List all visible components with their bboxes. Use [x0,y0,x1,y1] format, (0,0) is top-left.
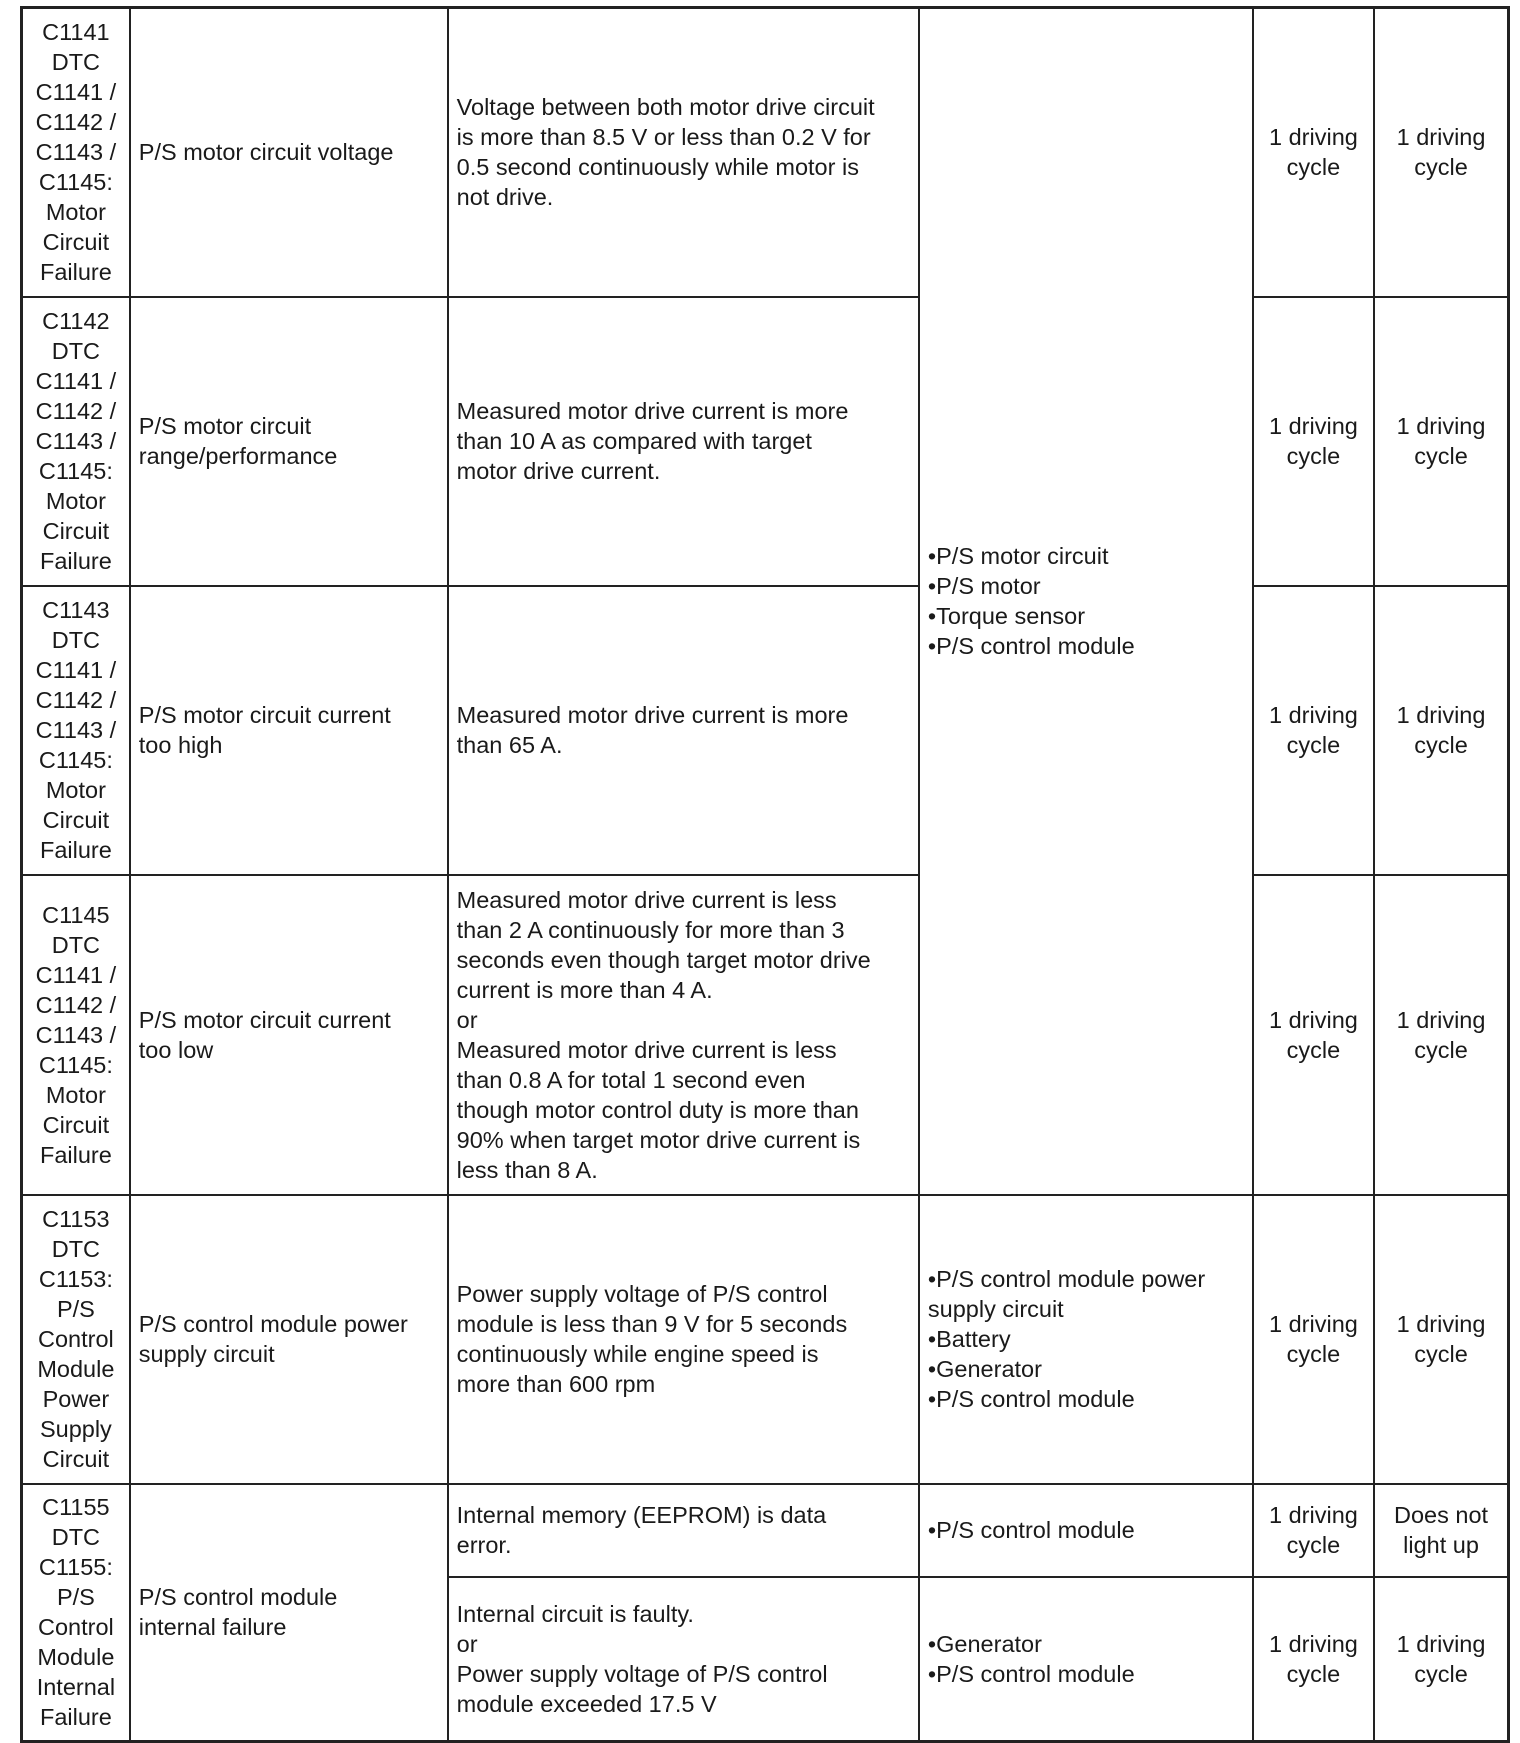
cell-line: Failure [39,259,112,286]
cell-line: Internal memory (EEPROM) is data [456,1502,827,1528]
table-row [22,1484,1509,1577]
cell-line: cycle [1414,732,1468,758]
mil-on-cell [1253,875,1374,1195]
cell-line: cycle [1414,1341,1468,1367]
dtc-cell [22,875,130,1195]
cell-line: C1145: [38,169,113,196]
cell-line: Measured motor drive current is less [456,1036,837,1063]
trouble-area-cell [919,8,1253,1195]
cell-line: Motor [45,1081,106,1108]
mil-off-cell [1374,1577,1508,1742]
cell-line: Module [37,1644,115,1671]
cell-line: • P/S control module [928,1384,1244,1414]
cell-line: C1143 [42,597,110,623]
dtc-cell [22,1484,130,1742]
trouble-area-cell [919,1484,1253,1577]
cell-line: Failure [39,1141,112,1168]
cell-line: DTC [51,338,101,364]
cell-line: motor drive current. [456,458,661,484]
cell-line: DTC [51,931,101,958]
cell-line: P/S motor circuit current [138,702,391,728]
cell-line: C1141 / [35,79,117,106]
cell-line: 1 driving [1396,702,1486,728]
cell-line: than 10 A as compared with target [456,428,812,454]
cell-line: cycle [1286,1532,1341,1558]
table-row [22,875,1509,1195]
detecting-condition-cell [448,1577,919,1742]
cell-line: 1 driving [1269,702,1358,728]
detecting-condition-cell [448,297,919,586]
cell-line: DTC [51,627,101,653]
cell-line: Circuit [42,807,110,833]
dtc-cell [22,1195,130,1484]
cell-line: 1 driving [1269,1502,1358,1528]
cell-line: C1143 / [35,717,117,743]
cell-line: or [456,1630,478,1657]
dtc-cell [22,586,130,875]
cell-line: not drive. [456,184,554,211]
cell-line: Power [42,1386,110,1412]
cell-line: supply circuit [138,1341,275,1367]
cell-line: 1 driving [1396,1311,1486,1337]
cell-line: C1155 [42,1494,110,1521]
cell-line: Measured motor drive current is more [456,398,849,424]
cell-line: • Battery [928,1324,1244,1354]
cell-line: less than 8 A. [456,1156,598,1183]
cell-line: DTC [51,1524,101,1551]
cell-line: P/S control module power [138,1311,408,1337]
detecting-condition-cell [448,8,919,297]
cell-line: • P/S control module [928,1515,1244,1545]
cell-line: cycle [1286,1341,1341,1367]
cell-line: module exceeded 17.5 V [456,1690,717,1717]
mil-off-cell [1374,297,1508,586]
cell-line: DTC [51,1236,101,1262]
mil-on-cell [1253,1484,1374,1577]
cell-line: P/S motor circuit current [138,1006,391,1033]
cell-line: P/S [56,1584,95,1611]
cell-line: C1142 / [35,398,117,424]
cell-line: cycle [1414,154,1468,181]
cell-line: 1 driving [1269,1630,1358,1657]
cell-line: Measured motor drive current is more [456,702,849,728]
cell-line: 90% when target motor drive current is [456,1126,861,1153]
cell-line: Internal circuit is faulty. [456,1600,694,1627]
cell-line: cycle [1414,1660,1468,1687]
cell-line: error. [456,1532,512,1558]
cell-line: • P/S control module [928,1659,1244,1689]
cell-line: C1141 [42,19,110,46]
cell-line: C1153: [38,1266,113,1292]
dtc-table [20,6,1510,1743]
cell-line: C1143 / [35,428,117,454]
cell-line: • Generator [928,1629,1244,1659]
cell-line: Motor [45,199,106,226]
detecting-item-cell [130,297,448,586]
cell-line: Circuit [42,1446,110,1472]
cell-line: Control [38,1326,114,1352]
detecting-item-cell [130,875,448,1195]
cell-line: supply circuit [927,1296,1064,1322]
cell-line: continuously while engine speed is [456,1341,819,1367]
cell-line: P/S motor circuit voltage [138,139,394,166]
detecting-item-cell [130,8,448,297]
detecting-item-cell [130,586,448,875]
detecting-condition-cell [448,875,919,1195]
cell-line: than 0.8 A for total 1 second even [456,1066,806,1093]
trouble-area-cell [919,1577,1253,1742]
cell-line: Failure [39,1704,112,1731]
table-row [22,586,1509,875]
cell-line: cycle [1286,1036,1341,1063]
table-row [22,297,1509,586]
cell-line: 1 driving [1396,413,1486,439]
cell-line: C1145: [38,458,113,484]
detecting-condition-cell [448,1195,919,1484]
cell-line: C1141 / [35,657,117,683]
cell-line: Power supply voltage of P/S control [456,1281,828,1307]
cell-line: C1142 / [35,109,117,136]
cell-line: C1143 / [35,139,117,166]
cell-line: C1141 / [35,368,117,394]
cell-line: Motor [45,488,106,514]
cell-line: P/S [56,1296,95,1322]
cell-line: than 2 A continuously for more than 3 [456,916,845,943]
trouble-area-cell [919,1195,1253,1484]
cell-line: cycle [1286,443,1341,469]
cell-line: Motor [45,777,106,803]
mil-off-cell [1374,8,1508,297]
cell-line: • P/S motor [928,571,1244,601]
mil-on-cell [1253,8,1374,297]
cell-line: cycle [1414,1036,1468,1063]
cell-line: Supply [39,1416,112,1442]
cell-line: Failure [39,837,112,863]
mil-off-cell [1374,875,1508,1195]
cell-line: P/S control module [138,1584,338,1611]
cell-line: cycle [1414,443,1468,469]
cell-line: seconds even though target motor drive [456,946,871,973]
cell-line: Control [38,1614,114,1641]
cell-line: C1145: [38,747,113,773]
cell-line: 1 driving [1396,1630,1486,1657]
cell-line: cycle [1286,732,1341,758]
mil-on-cell [1253,586,1374,875]
cell-line: 1 driving [1269,1311,1358,1337]
cell-line: too low [138,1036,214,1063]
dtc-cell [22,8,130,297]
cell-line: • P/S motor circuit [928,541,1244,571]
cell-line: 1 driving [1396,1006,1486,1033]
dtc-cell [22,297,130,586]
cell-line: Module [37,1356,115,1382]
cell-line: C1142 [42,308,110,334]
detecting-condition-cell [448,1484,919,1577]
cell-line: light up [1403,1532,1479,1558]
cell-line: 1 driving [1269,1006,1358,1033]
cell-line: Does not [1394,1502,1489,1528]
cell-line: C1155: [38,1554,113,1581]
cell-line: Circuit [42,1111,110,1138]
cell-line: than 65 A. [456,732,563,758]
mil-off-cell [1374,586,1508,875]
mil-on-cell [1253,1195,1374,1484]
cell-line: C1142 / [35,687,117,713]
cell-line: C1143 / [35,1021,117,1048]
cell-line: • P/S control module [928,631,1244,661]
cell-line: Voltage between both motor drive circuit [456,94,875,121]
cell-line: 1 driving [1269,413,1358,439]
cell-line: • Torque sensor [928,601,1244,631]
cell-line: Circuit [42,518,110,544]
cell-line: or [456,1006,478,1033]
cell-line: is more than 8.5 V or less than 0.2 V for [456,124,871,151]
cell-line: C1141 / [35,961,117,988]
mil-off-cell [1374,1195,1508,1484]
cell-line: Power supply voltage of P/S control [456,1660,828,1687]
cell-line: P/S motor circuit [138,413,312,439]
cell-line: range/performance [138,443,338,469]
mil-off-cell [1374,1484,1508,1577]
cell-line: module is less than 9 V for 5 seconds [456,1311,848,1337]
detecting-condition-cell [448,586,919,875]
cell-line: more than 600 rpm [456,1371,656,1397]
cell-line: cycle [1286,154,1341,181]
cell-line: • Generator [928,1354,1244,1384]
cell-line: current is more than 4 A. [456,976,713,1003]
cell-line: 1 driving [1396,124,1486,151]
cell-line: Measured motor drive current is less [456,886,837,913]
cell-line: Circuit [42,229,110,256]
cell-line: C1145: [38,1051,113,1078]
cell-line: 0.5 second continuously while motor is [456,154,859,181]
detecting-item-cell [130,1195,448,1484]
cell-line: • P/S control module power [928,1264,1244,1294]
cell-line: C1142 / [35,991,117,1018]
cell-line: cycle [1286,1660,1341,1687]
cell-line: too high [138,732,223,758]
cell-line: internal failure [138,1614,287,1641]
mil-on-cell [1253,1577,1374,1742]
cell-line: though motor control duty is more than [456,1096,859,1123]
cell-line: 1 driving [1269,124,1358,151]
cell-line: C1153 [42,1206,110,1232]
table-row [22,8,1509,297]
cell-line: C1145 [42,901,110,928]
cell-line: Internal [36,1674,116,1701]
table-row [22,1195,1509,1484]
mil-on-cell [1253,297,1374,586]
cell-line: DTC [51,49,101,76]
cell-line: Failure [39,548,112,574]
detecting-item-cell [130,1484,448,1742]
